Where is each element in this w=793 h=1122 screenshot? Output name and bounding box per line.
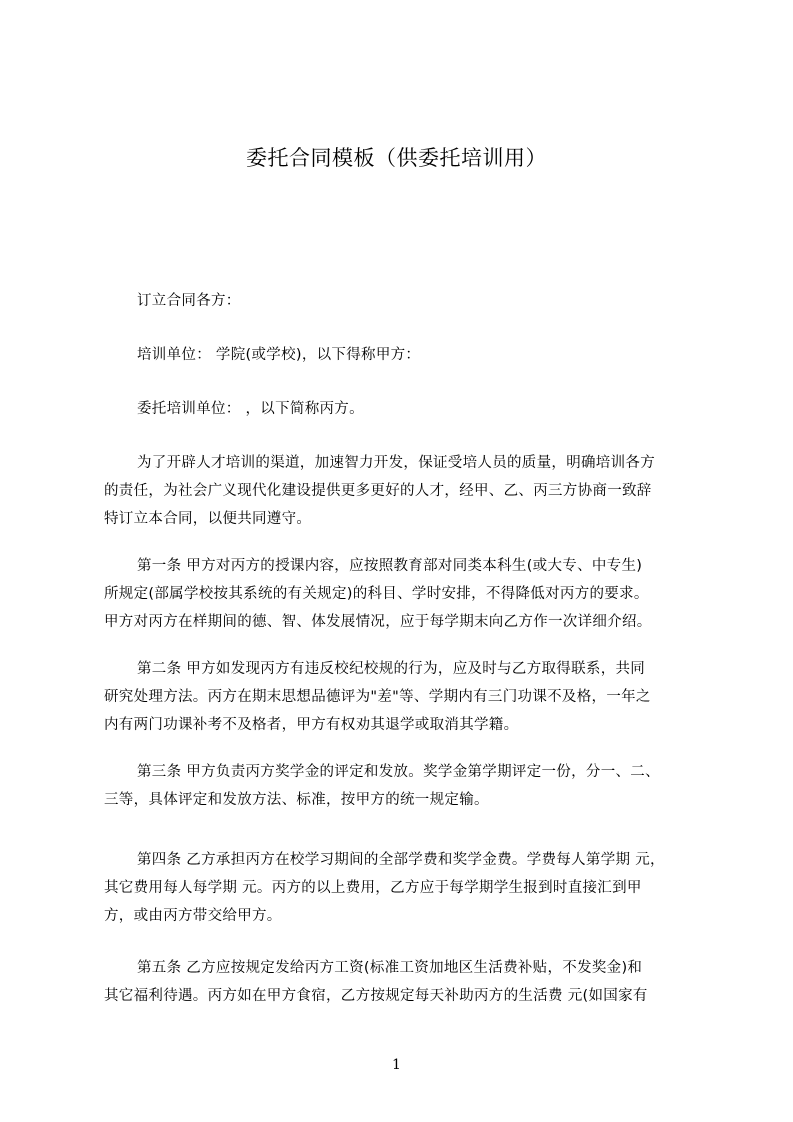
document-title: 委托合同模板（供委托培训用）: [246, 146, 547, 170]
text-line: 特订立本合同，以便共同遵守。: [104, 511, 312, 527]
page-number: 1: [392, 1057, 401, 1073]
text-line: 订立合同各方：: [137, 293, 241, 309]
text-line: 方，或由丙方带交给甲方。: [104, 908, 282, 924]
text-line: 甲方对丙方在样期间的德、智、体发展情况，应于每学期末向乙方作一次详细介绍。: [104, 614, 652, 630]
text-line: 第三条 甲方负责丙方奖学金的评定和发放。奖学金第学期评定一份，分一、二、: [137, 764, 660, 780]
text-line: 委托培训单位： ，以下简称丙方。: [137, 401, 364, 417]
text-line: 第二条 甲方如发现丙方有违反校纪校规的行为，应及时与乙方取得联系，共同: [137, 661, 646, 677]
text-line: 第五条 乙方应按规定发给丙方工资(标准工资加地区生活费补贴，不发奖金)和: [137, 960, 643, 976]
text-line: 内有两门功课补考不及格者，甲方有权劝其退学或取消其学籍。: [104, 717, 519, 733]
text-line: 的责任，为社会广义现代化建设提供更多更好的人才，经甲、乙、丙三方协商一致辞: [104, 483, 652, 499]
text-line: 三等，具体评定和发放方法、标准，按甲方的统一规定输。: [104, 792, 489, 808]
text-line: 研究处理方法。丙方在期末思想品德评为"差"等、学期内有三门功课不及格，一年之: [104, 689, 651, 705]
text-line: 第一条 甲方对丙方的授课内容，应按照教育部对同类本科生(或大专、中专生): [137, 558, 643, 574]
text-line: 第四条 乙方承担丙方在校学习期间的全部学费和奖学金费。学费每人第学期 元，: [137, 852, 665, 868]
text-line: 所规定(部属学校按其系统的有关规定)的科目、学时安排，不得降低对丙方的要求。: [104, 586, 649, 602]
text-line: 其它福利待遇。丙方如在甲方食宿，乙方按规定每天补助丙方的生活费 元(如国家有: [104, 988, 648, 1004]
text-line: 其它费用每人每学期 元。丙方的以上费用，乙方应于每学期学生报到时直接汇到甲: [104, 880, 642, 896]
text-line: 为了开辟人才培训的渠道，加速智力开发，保证受培人员的质量，明确培训各方: [137, 455, 655, 471]
text-line: 培训单位： 学院(或学校)，以下得称甲方：: [137, 347, 421, 363]
